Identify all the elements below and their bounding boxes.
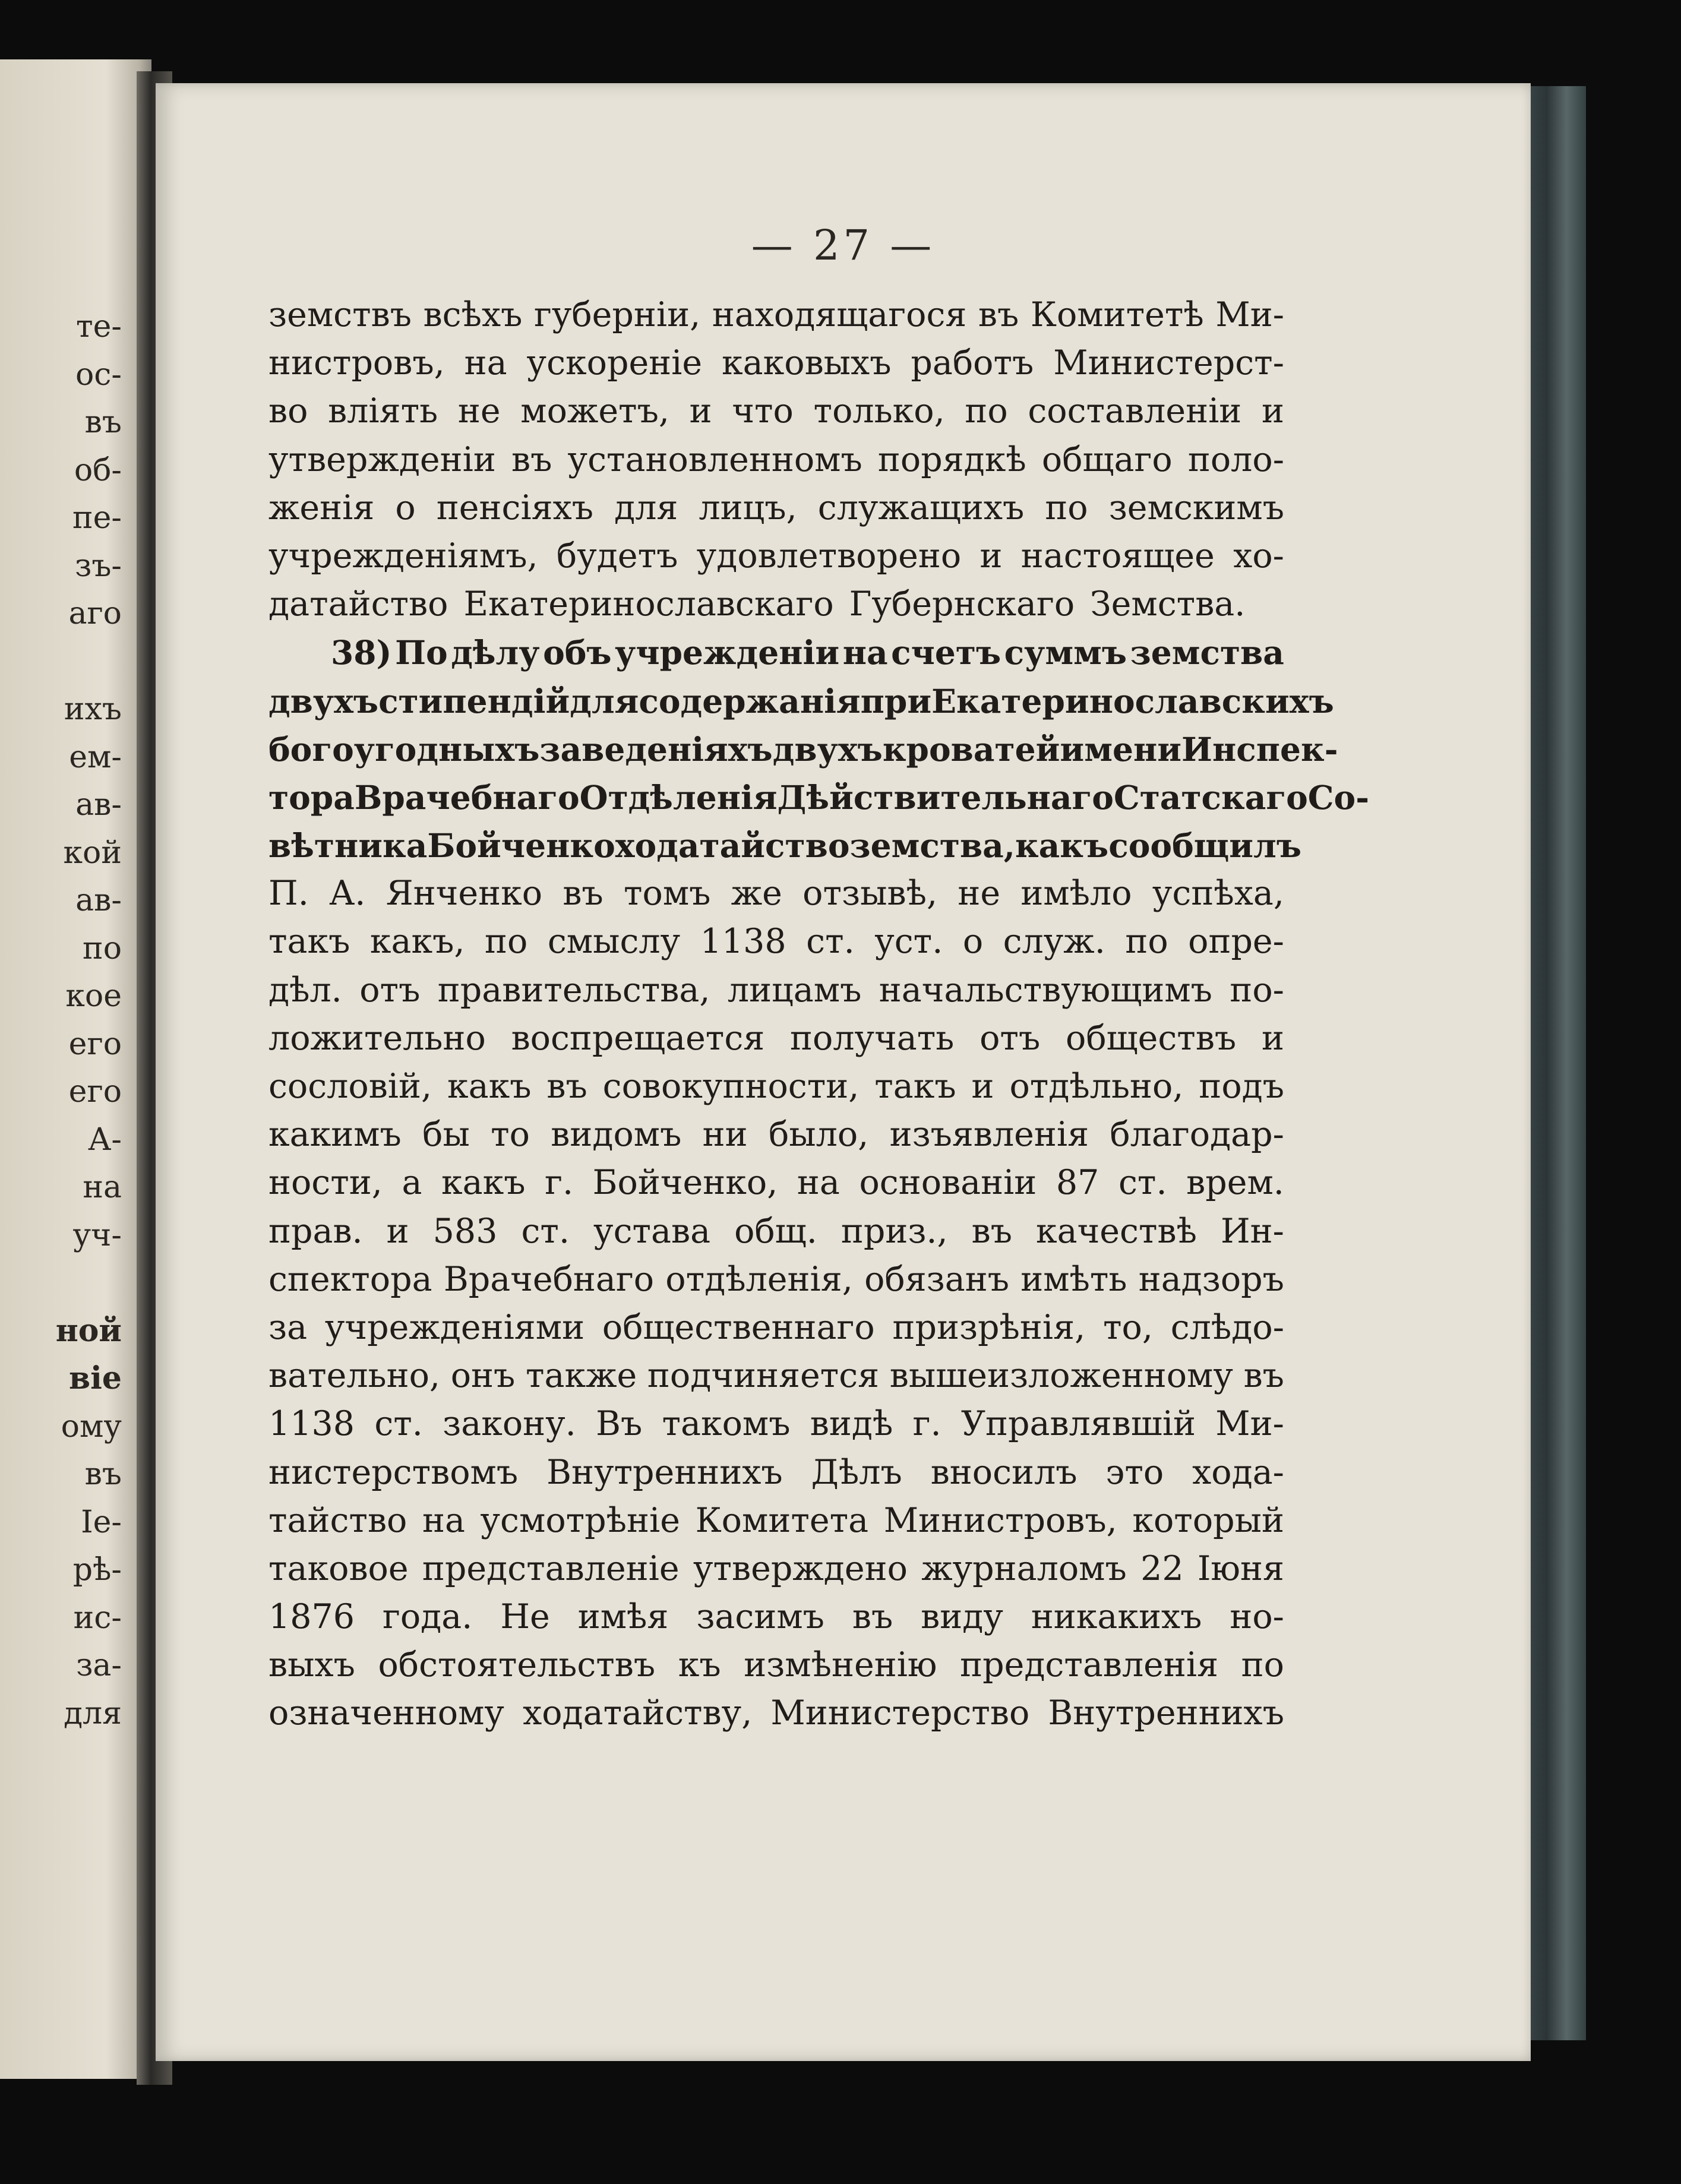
word: качествѣ bbox=[1036, 1211, 1197, 1251]
word: лицамъ bbox=[727, 970, 862, 1010]
text-line bbox=[268, 773, 1370, 821]
word: нистровъ, bbox=[268, 343, 445, 383]
word: измѣненію bbox=[744, 1645, 937, 1685]
word: отъ bbox=[979, 1018, 1041, 1058]
previous-page-line: ав- bbox=[75, 787, 122, 823]
word: имѣть bbox=[1020, 1259, 1127, 1299]
word: общаго bbox=[1041, 440, 1173, 479]
word: обязанъ bbox=[864, 1259, 1009, 1299]
word: Внутреннихъ bbox=[1048, 1693, 1284, 1733]
text-line bbox=[268, 1641, 1284, 1689]
text-line bbox=[268, 1208, 1284, 1256]
word: приз., bbox=[840, 1211, 948, 1251]
previous-page-line: въ bbox=[84, 404, 122, 440]
text-line bbox=[268, 870, 1284, 918]
word: то bbox=[491, 1115, 530, 1155]
word: по bbox=[1241, 1645, 1284, 1685]
word: вѣтника bbox=[268, 826, 428, 865]
word: счетъ bbox=[891, 633, 1001, 672]
text-line bbox=[268, 1545, 1284, 1593]
word: подъ bbox=[1199, 1067, 1284, 1106]
word: изъявленія bbox=[889, 1115, 1089, 1155]
word: представленія bbox=[960, 1645, 1219, 1685]
word: начальствующимъ bbox=[879, 970, 1212, 1010]
word: 1876 bbox=[268, 1597, 355, 1637]
word: Статскаго bbox=[1113, 777, 1308, 817]
word: 22 bbox=[1140, 1548, 1184, 1588]
word: устава bbox=[593, 1211, 711, 1251]
text-line bbox=[268, 1111, 1284, 1159]
previous-page-line: ос- bbox=[75, 356, 122, 393]
word: кроватей bbox=[882, 729, 1060, 769]
text-line bbox=[268, 1014, 1284, 1063]
previous-page-line: ис- bbox=[73, 1600, 122, 1636]
word: ности, bbox=[268, 1163, 383, 1203]
word: Ин- bbox=[1220, 1211, 1284, 1251]
word: въ bbox=[852, 1597, 893, 1637]
word: тора bbox=[268, 777, 355, 817]
text-line bbox=[268, 628, 1284, 677]
word: года. bbox=[383, 1597, 473, 1637]
word: какъ bbox=[447, 1067, 532, 1106]
word: таковое bbox=[268, 1548, 409, 1588]
word: какъ bbox=[441, 1163, 526, 1203]
word: такъ bbox=[874, 1067, 956, 1106]
previous-page-line: его bbox=[68, 1074, 122, 1110]
word: пенсіяхъ bbox=[436, 488, 594, 527]
previous-page-line: для bbox=[64, 1695, 122, 1731]
word: по- bbox=[1230, 970, 1284, 1010]
word: на bbox=[464, 343, 507, 383]
word: то, bbox=[1103, 1307, 1153, 1347]
word: въ bbox=[971, 1211, 1013, 1251]
word: воспрещается bbox=[511, 1018, 765, 1058]
word: П. bbox=[268, 874, 309, 914]
text-line bbox=[268, 725, 1338, 773]
word: отдѣленія, bbox=[665, 1259, 853, 1299]
word: обществъ bbox=[1066, 1018, 1237, 1058]
word: двухъ bbox=[268, 681, 379, 720]
word: отдѣльно, bbox=[1009, 1067, 1184, 1106]
word: датайство bbox=[268, 584, 448, 624]
word: по bbox=[1125, 922, 1168, 962]
word: установленномъ bbox=[567, 440, 862, 479]
word: Екатеринославскаго bbox=[463, 584, 834, 624]
word: Управлявшій bbox=[960, 1404, 1196, 1444]
word: ст. bbox=[806, 922, 855, 962]
word: ложительно bbox=[268, 1018, 486, 1058]
previous-page-line: по bbox=[83, 930, 122, 966]
word: учрежденіями bbox=[324, 1307, 585, 1347]
previous-page-line: уч- bbox=[72, 1217, 122, 1253]
word: находящагося bbox=[712, 295, 967, 334]
previous-page-line bbox=[3, 638, 122, 686]
word: Дѣйствительнаго bbox=[777, 777, 1114, 817]
word: имени bbox=[1060, 729, 1182, 769]
word: объ bbox=[543, 633, 612, 672]
word: при bbox=[860, 681, 932, 720]
previous-page-line: ав- bbox=[75, 883, 122, 918]
word: земскимъ bbox=[1108, 488, 1284, 527]
word: стипендій bbox=[378, 681, 570, 720]
word: двухъ bbox=[772, 729, 883, 769]
word: только, bbox=[813, 391, 945, 431]
word: за bbox=[268, 1307, 308, 1347]
word: для bbox=[570, 681, 639, 720]
book-page bbox=[156, 83, 1531, 2061]
word: что bbox=[732, 391, 794, 431]
word: Дѣлъ bbox=[811, 1452, 902, 1492]
text-line bbox=[268, 821, 1302, 870]
word: по bbox=[485, 922, 528, 962]
word: закону. bbox=[443, 1404, 576, 1444]
text-line bbox=[268, 484, 1284, 532]
text-line bbox=[268, 1449, 1284, 1497]
previous-page-line: кой bbox=[63, 835, 122, 871]
word: по bbox=[965, 391, 1008, 431]
word: общественнаго bbox=[602, 1307, 875, 1347]
page-text-body bbox=[268, 291, 1370, 1738]
word: служащихъ bbox=[817, 488, 1025, 527]
word: надзоръ bbox=[1138, 1259, 1284, 1299]
word: какъ, bbox=[369, 922, 465, 962]
word: въ bbox=[511, 440, 552, 479]
page-number: — 27 — bbox=[751, 221, 936, 270]
text-line bbox=[268, 1400, 1284, 1448]
word: Бойченко bbox=[427, 826, 615, 865]
word: врем. bbox=[1186, 1163, 1284, 1203]
word: заведеніяхъ bbox=[539, 729, 773, 769]
previous-page-line: ной bbox=[55, 1312, 122, 1349]
text-line bbox=[268, 1256, 1284, 1304]
word: Въ bbox=[596, 1404, 643, 1444]
text-line bbox=[268, 580, 1284, 628]
previous-page-line: ому bbox=[61, 1408, 122, 1445]
previous-page-fragment bbox=[0, 59, 151, 2079]
word: слѣдо- bbox=[1170, 1307, 1284, 1347]
word: обстоятельствъ bbox=[378, 1645, 656, 1685]
word: тайство bbox=[268, 1500, 407, 1540]
word: Со- bbox=[1307, 777, 1370, 817]
word: ходатайство bbox=[615, 826, 850, 865]
word: каковыхъ bbox=[722, 343, 892, 383]
word: богоугодныхъ bbox=[268, 729, 540, 769]
word: на bbox=[797, 1163, 840, 1203]
word: учрежденіямъ, bbox=[268, 536, 538, 576]
word: А. bbox=[329, 874, 366, 914]
text-line bbox=[268, 291, 1284, 339]
word: ст. bbox=[374, 1404, 423, 1444]
word: усмотрѣніе bbox=[480, 1500, 680, 1540]
previous-page-line bbox=[3, 1259, 122, 1307]
text-line bbox=[268, 1063, 1284, 1111]
previous-page-line: рѣ- bbox=[72, 1552, 122, 1588]
word: имѣя bbox=[577, 1597, 669, 1637]
previous-page-line: зъ- bbox=[74, 548, 122, 584]
previous-page-line: те- bbox=[75, 309, 122, 344]
word: и bbox=[1261, 1018, 1284, 1058]
word: губерніи, bbox=[533, 295, 701, 334]
word: Не bbox=[500, 1597, 550, 1637]
previous-page-line: ихъ bbox=[64, 691, 122, 727]
word: а bbox=[402, 1163, 422, 1203]
word: было, bbox=[768, 1115, 869, 1155]
previous-page-line: пе- bbox=[72, 500, 122, 536]
word: утверждено bbox=[693, 1548, 908, 1588]
word: учрежденіи bbox=[615, 633, 840, 672]
word: означенному bbox=[268, 1693, 504, 1733]
word: Министерст- bbox=[1053, 343, 1284, 383]
word: видомъ bbox=[551, 1115, 682, 1155]
word: томъ bbox=[623, 874, 711, 914]
word: отзывѣ, bbox=[802, 874, 938, 914]
word: Бойченко, bbox=[592, 1163, 778, 1203]
text-line bbox=[268, 1159, 1284, 1207]
word: во bbox=[268, 391, 308, 431]
text-line bbox=[268, 532, 1284, 580]
word: порядкѣ bbox=[877, 440, 1026, 479]
word: смыслу bbox=[547, 922, 681, 962]
word: можетъ, bbox=[520, 391, 669, 431]
word: ускореніе bbox=[526, 343, 703, 383]
word: основаніи bbox=[859, 1163, 1037, 1203]
word: ни bbox=[702, 1115, 748, 1155]
word: будетъ bbox=[556, 536, 678, 576]
word: же bbox=[731, 874, 782, 914]
word: какимъ bbox=[268, 1115, 402, 1155]
word: По bbox=[395, 633, 448, 672]
word: хода- bbox=[1192, 1452, 1284, 1492]
previous-page-line: Іе- bbox=[81, 1504, 122, 1540]
word: Янченко bbox=[386, 874, 543, 914]
word: ст. bbox=[521, 1211, 570, 1251]
word: общ. bbox=[734, 1211, 817, 1251]
previous-page-line: на bbox=[83, 1170, 122, 1205]
word: нистерствомъ bbox=[268, 1452, 519, 1492]
word: подчиняется bbox=[647, 1356, 880, 1396]
word: никакихъ bbox=[1031, 1597, 1202, 1637]
word: вышеизложенному bbox=[889, 1356, 1233, 1396]
word: вносилъ bbox=[930, 1452, 1078, 1492]
previous-page-line: аго bbox=[68, 596, 122, 631]
previous-page-line: віе bbox=[69, 1360, 122, 1396]
word: и bbox=[689, 391, 712, 431]
word: Внутреннихъ bbox=[546, 1452, 783, 1492]
word: имѣло bbox=[1020, 874, 1132, 914]
word: дѣлу bbox=[451, 633, 540, 672]
word: спектора bbox=[268, 1259, 432, 1299]
word: удовлетворено bbox=[696, 536, 962, 576]
word: но- bbox=[1230, 1597, 1284, 1637]
text-line bbox=[268, 966, 1284, 1014]
word: женія bbox=[268, 488, 375, 527]
word: онъ bbox=[450, 1356, 516, 1396]
text-line bbox=[268, 339, 1284, 387]
word: 583 bbox=[432, 1211, 498, 1251]
word: лицъ, bbox=[699, 488, 797, 527]
word: 1138 bbox=[268, 1404, 355, 1444]
word: суммъ bbox=[1004, 633, 1127, 672]
word: получать bbox=[790, 1018, 955, 1058]
word: успѣха, bbox=[1152, 874, 1284, 914]
word: не bbox=[958, 874, 1001, 914]
word: составленіи bbox=[1028, 391, 1242, 431]
word: ходатайству, bbox=[523, 1693, 753, 1733]
word: Комитетѣ bbox=[1030, 295, 1204, 334]
word: прав. bbox=[268, 1211, 363, 1251]
text-line bbox=[268, 387, 1284, 435]
word: къ bbox=[678, 1645, 721, 1685]
word: Екатеринославскихъ bbox=[931, 681, 1334, 720]
word: не bbox=[457, 391, 501, 431]
word: г. bbox=[912, 1404, 941, 1444]
previous-page-line: об- bbox=[74, 452, 122, 488]
word: о bbox=[962, 922, 984, 962]
word: призрѣнія, bbox=[892, 1307, 1086, 1347]
text-line bbox=[268, 436, 1284, 484]
word: 38) bbox=[331, 633, 392, 672]
word: Ми- bbox=[1215, 295, 1284, 334]
word: земства, bbox=[849, 826, 1015, 865]
word: Земства. bbox=[1090, 584, 1246, 624]
word: Іюня bbox=[1197, 1548, 1284, 1588]
text-line bbox=[268, 677, 1334, 725]
word: совокупности, bbox=[602, 1067, 860, 1106]
word: и bbox=[1261, 391, 1284, 431]
word: г. bbox=[545, 1163, 574, 1203]
word: представленіе bbox=[422, 1548, 680, 1588]
word: въ bbox=[1243, 1356, 1284, 1396]
word: для bbox=[614, 488, 678, 527]
word: Ми- bbox=[1215, 1404, 1284, 1444]
word: и bbox=[971, 1067, 994, 1106]
word: 87 bbox=[1056, 1163, 1099, 1203]
word: вліять bbox=[328, 391, 438, 431]
text-line bbox=[268, 1304, 1284, 1352]
word: по bbox=[1045, 488, 1088, 527]
previous-page-line: за- bbox=[76, 1648, 122, 1683]
word: Комитета bbox=[695, 1500, 869, 1540]
word: сообщилъ bbox=[1108, 826, 1302, 865]
word: ст. bbox=[1118, 1163, 1167, 1203]
previous-page-line: въ bbox=[84, 1456, 122, 1492]
word: поло- bbox=[1187, 440, 1284, 479]
word: дѣл. bbox=[268, 970, 342, 1010]
word: земствъ bbox=[268, 295, 412, 334]
word: о bbox=[395, 488, 416, 527]
text-line bbox=[268, 1593, 1284, 1641]
word: хо- bbox=[1233, 536, 1284, 576]
word: засимъ bbox=[696, 1597, 824, 1637]
word: и bbox=[386, 1211, 409, 1251]
word: вательно, bbox=[268, 1356, 441, 1396]
word: всѣхъ bbox=[423, 295, 523, 334]
word: Врачебнаго bbox=[354, 777, 580, 817]
word: въ bbox=[978, 295, 1019, 334]
word: служ. bbox=[1003, 922, 1105, 962]
word: Инспек- bbox=[1181, 729, 1338, 769]
word: на bbox=[842, 633, 888, 672]
word: работъ bbox=[911, 343, 1034, 383]
word: такомъ bbox=[662, 1404, 791, 1444]
text-line bbox=[268, 1497, 1284, 1545]
word: утвержденіи bbox=[268, 440, 496, 479]
word: содержанія bbox=[639, 681, 861, 720]
word: правительства, bbox=[437, 970, 710, 1010]
word: виду bbox=[921, 1597, 1003, 1637]
word: сословій, bbox=[268, 1067, 432, 1106]
word: 1138 bbox=[700, 922, 786, 962]
word: уст. bbox=[874, 922, 943, 962]
word: такъ bbox=[268, 922, 350, 962]
word: въ bbox=[563, 874, 603, 914]
word: видѣ bbox=[810, 1404, 893, 1444]
word: бы bbox=[422, 1115, 470, 1155]
previous-page-line: его bbox=[68, 1026, 122, 1062]
word: выхъ bbox=[268, 1645, 355, 1685]
word: который bbox=[1132, 1500, 1284, 1540]
word: въ bbox=[546, 1067, 587, 1106]
word: настоящее bbox=[1020, 536, 1215, 576]
word: Министерство bbox=[770, 1693, 1030, 1733]
word: отъ bbox=[359, 970, 421, 1010]
previous-page-line: А- bbox=[88, 1121, 122, 1158]
word: какъ bbox=[1015, 826, 1109, 865]
word: Врачебнаго bbox=[443, 1259, 655, 1299]
text-line bbox=[268, 1352, 1284, 1400]
word: Министровъ, bbox=[883, 1500, 1117, 1540]
previous-page-line: кое bbox=[65, 978, 122, 1014]
word: это bbox=[1105, 1452, 1164, 1492]
previous-page-line-ends bbox=[3, 303, 122, 1737]
word: журналомъ bbox=[921, 1548, 1127, 1588]
word: и bbox=[979, 536, 1003, 576]
word: опре- bbox=[1188, 922, 1284, 962]
word: на bbox=[422, 1500, 465, 1540]
word: Отдѣленія bbox=[579, 777, 778, 817]
text-line bbox=[268, 1689, 1284, 1737]
previous-page-line: ем- bbox=[69, 739, 122, 775]
word: Губернскаго bbox=[849, 584, 1075, 624]
word: благодар- bbox=[1110, 1115, 1284, 1155]
word: также bbox=[525, 1356, 637, 1396]
word: земства bbox=[1130, 633, 1284, 672]
text-line bbox=[268, 918, 1284, 966]
